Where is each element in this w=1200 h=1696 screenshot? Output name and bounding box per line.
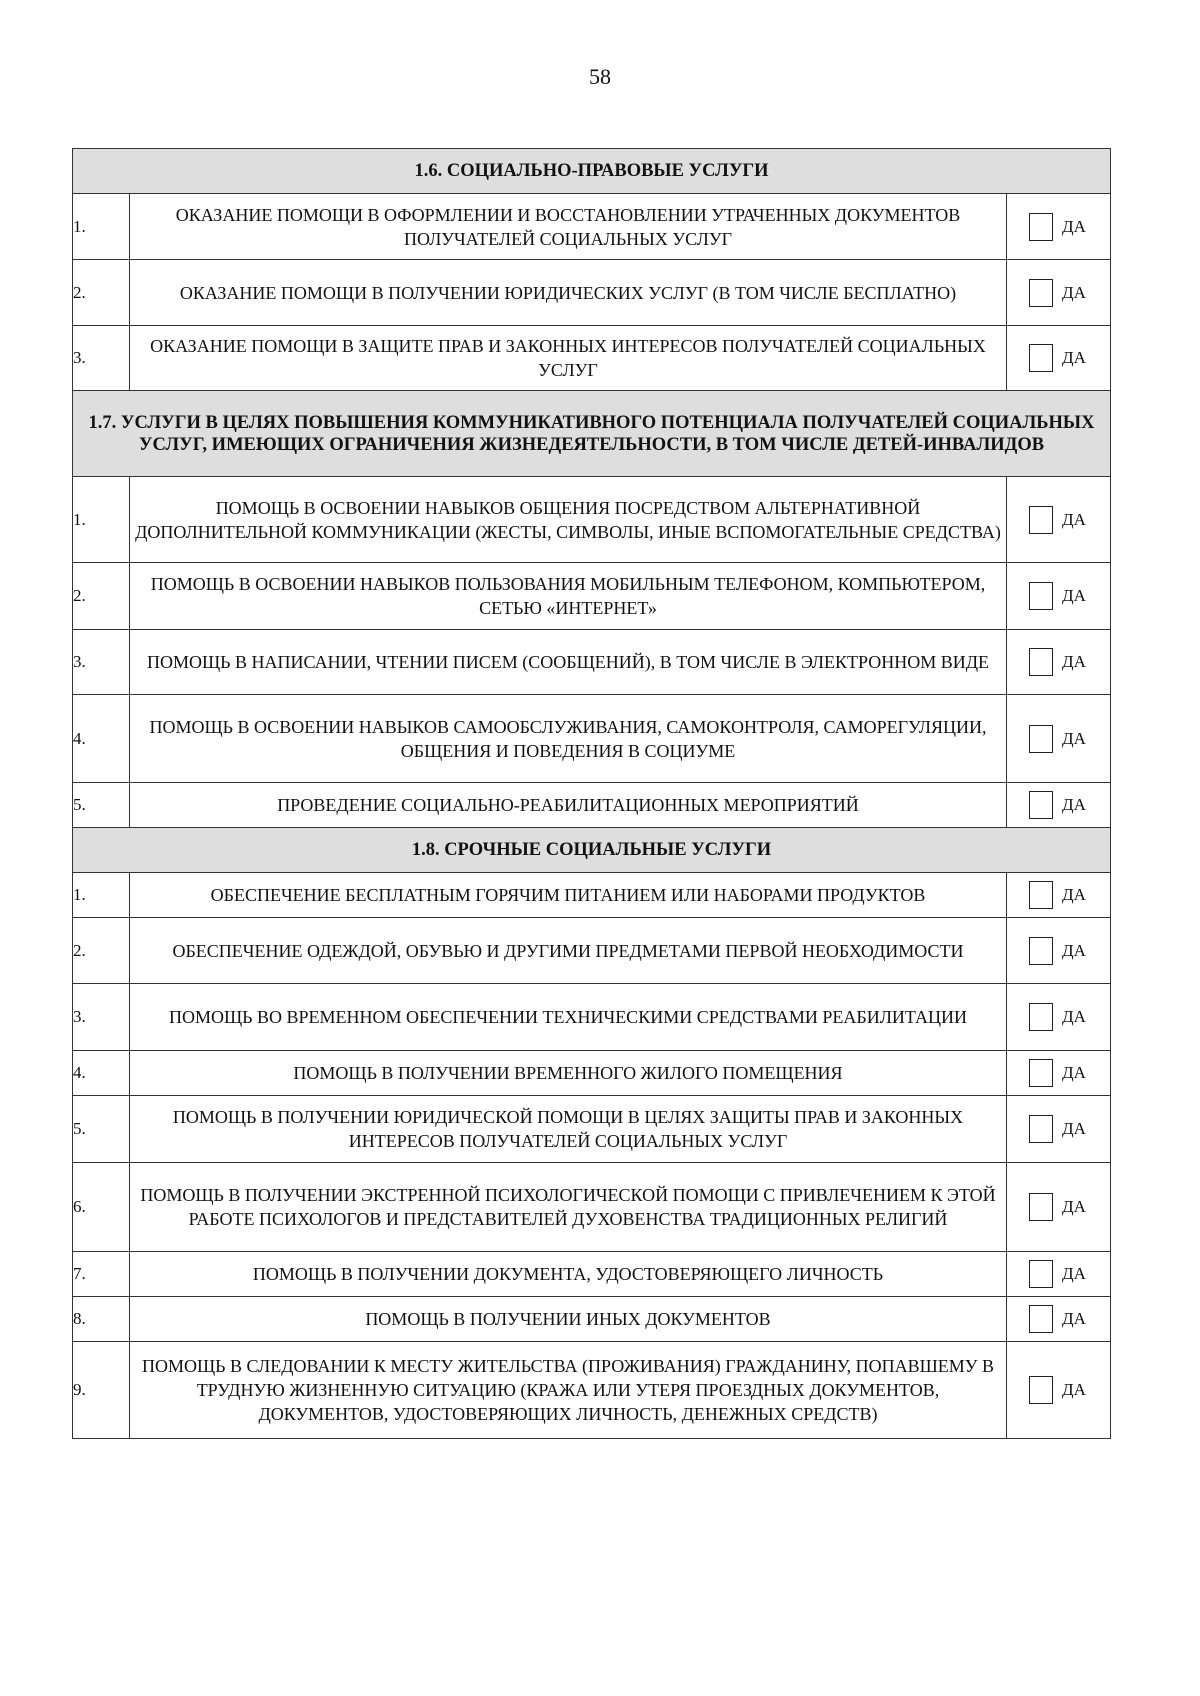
yes-label: ДА [1062,1197,1086,1216]
yes-checkbox[interactable] [1029,1260,1053,1288]
yes-label: ДА [1062,940,1086,960]
service-option-cell [1007,918,1111,984]
yes-checkbox[interactable] [1029,791,1053,819]
service-option-cell [1007,1096,1111,1163]
service-option-cell [1007,1342,1111,1439]
service-number: 1. [73,873,130,918]
yes-checkbox[interactable] [1029,1376,1053,1404]
service-row [73,1342,1111,1439]
yes-option [1007,1376,1110,1404]
page-number: 58 [589,64,611,89]
service-description: ОКАЗАНИЕ ПОМОЩИ В ЗАЩИТЕ ПРАВ И ЗАКОННЫХ ИНТЕРЕСОВ ПОЛУЧАТЕЛЕЙ СОЦИАЛЬНЫХ УСЛУГ [130,326,1007,391]
service-row [73,326,1111,391]
service-option-cell [1007,1163,1111,1252]
service-number: 5. [73,1096,130,1163]
service-row [73,563,1111,630]
service-number: 9. [73,1342,130,1439]
section-header-row [73,391,1111,477]
service-description: ОБЕСПЕЧЕНИЕ ОДЕЖДОЙ, ОБУВЬЮ И ДРУГИМИ ПРЕДМЕТАМИ ПЕРВОЙ НЕОБХОДИМОСТИ [130,918,1007,984]
service-number: 1. [73,194,130,260]
service-description: ПОМОЩЬ В ОСВОЕНИИ НАВЫКОВ САМООБСЛУЖИВАНИЯ, САМОКОНТРОЛЯ, САМОРЕГУЛЯЦИИ, ОБЩЕНИЯ И ПОВЕДЕНИЯ В СОЦИУМЕ [130,695,1007,783]
service-option-cell [1007,695,1111,783]
service-number: 7. [73,1252,130,1297]
service-option-cell [1007,984,1111,1051]
service-option-cell [1007,1051,1111,1096]
service-description: ПРОВЕДЕНИЕ СОЦИАЛЬНО-РЕАБИЛИТАЦИОННЫХ МЕРОПРИЯТИЙ [130,783,1007,828]
yes-label: ДА [1062,1007,1086,1026]
service-number: 5. [73,783,130,828]
yes-checkbox[interactable] [1029,648,1053,676]
service-row [73,630,1111,695]
service-description: ПОМОЩЬ В ПОЛУЧЕНИИ ЭКСТРЕННОЙ ПСИХОЛОГИЧЕСКОЙ ПОМОЩИ С ПРИВЛЕЧЕНИЕМ К ЭТОЙ РАБОТЕ ПСИХОЛОГОВ И ПРЕДСТАВИТЕЛЕЙ ДУХОВЕНСТВА ТРАДИЦИОННЫХ РЕЛИГИЙ [130,1163,1007,1252]
yes-label: ДА [1062,586,1086,605]
service-option-cell [1007,194,1111,260]
yes-option [1007,213,1110,241]
service-option-cell [1007,326,1111,391]
yes-option [1007,1260,1110,1288]
service-row [73,918,1111,984]
yes-label: ДА [1062,348,1086,367]
yes-label: ДА [1062,1264,1086,1283]
service-description: ПОМОЩЬ В НАПИСАНИИ, ЧТЕНИИ ПИСЕМ (СООБЩЕНИЙ), В ТОМ ЧИСЛЕ В ЭЛЕКТРОННОМ ВИДЕ [130,630,1007,695]
section-header-row [73,828,1111,873]
yes-label: ДА [1062,652,1086,671]
yes-option [1007,344,1110,372]
yes-label: ДА [1062,509,1086,529]
yes-checkbox[interactable] [1029,213,1053,241]
yes-label: ДА [1062,1063,1086,1082]
yes-option [1007,648,1110,676]
yes-option [1007,1115,1110,1143]
service-row [73,1051,1111,1096]
service-number: 2. [73,918,130,984]
service-number: 2. [73,260,130,326]
yes-option [1007,1305,1110,1333]
service-option-cell [1007,260,1111,326]
service-row [73,1163,1111,1252]
service-number: 3. [73,630,130,695]
yes-label: ДА [1062,728,1086,748]
yes-checkbox[interactable] [1029,506,1053,534]
service-description: ОКАЗАНИЕ ПОМОЩИ В ПОЛУЧЕНИИ ЮРИДИЧЕСКИХ УСЛУГ (В ТОМ ЧИСЛЕ БЕСПЛАТНО) [130,260,1007,326]
yes-label: ДА [1062,1380,1086,1399]
service-row [73,1297,1111,1342]
yes-checkbox[interactable] [1029,1305,1053,1333]
service-description: ПОМОЩЬ В ОСВОЕНИИ НАВЫКОВ ПОЛЬЗОВАНИЯ МОБИЛЬНЫМ ТЕЛЕФОНОМ, КОМПЬЮТЕРОМ, СЕТЬЮ «ИНТЕРНЕТ» [130,563,1007,630]
service-option-cell [1007,1252,1111,1297]
service-description: ПОМОЩЬ ВО ВРЕМЕННОМ ОБЕСПЕЧЕНИИ ТЕХНИЧЕСКИМИ СРЕДСТВАМИ РЕАБИЛИТАЦИИ [130,984,1007,1051]
yes-checkbox[interactable] [1029,881,1053,909]
section-title: 1.7. УСЛУГИ В ЦЕЛЯХ ПОВЫШЕНИЯ КОММУНИКАТИВНОГО ПОТЕНЦИАЛА ПОЛУЧАТЕЛЕЙ СОЦИАЛЬНЫХ УСЛУГ, ИМЕЮЩИХ ОГРАНИЧЕНИЯ ЖИЗНЕДЕЯТЕЛЬНОСТИ, В ТОМ ЧИСЛЕ ДЕТЕЙ-ИНВАЛИДОВ [73,391,1111,477]
service-number: 4. [73,695,130,783]
yes-option [1007,1059,1110,1087]
service-option-cell [1007,477,1111,563]
service-row [73,1096,1111,1163]
service-description: ПОМОЩЬ В ОСВОЕНИИ НАВЫКОВ ОБЩЕНИЯ ПОСРЕДСТВОМ АЛЬТЕРНАТИВНОЙ ДОПОЛНИТЕЛЬНОЙ КОММУНИКАЦИИ (ЖЕСТЫ, СИМВОЛЫ, ИНЫЕ ВСПОМОГАТЕЛЬНЫЕ СРЕДСТВА) [130,477,1007,563]
service-number: 3. [73,326,130,391]
yes-checkbox[interactable] [1029,937,1053,965]
service-number: 3. [73,984,130,1051]
service-option-cell [1007,1297,1111,1342]
yes-checkbox[interactable] [1029,1059,1053,1087]
service-row [73,1252,1111,1297]
service-description: ПОМОЩЬ В СЛЕДОВАНИИ К МЕСТУ ЖИТЕЛЬСТВА (ПРОЖИВАНИЯ) ГРАЖДАНИНУ, ПОПАВШЕМУ В ТРУДНУЮ ЖИЗНЕННУЮ СИТУАЦИЮ (КРАЖА ИЛИ УТЕРЯ ПРОЕЗДНЫХ ДОКУМЕНТОВ, ДОКУМЕНТОВ, УДОСТОВЕРЯЮЩИХ ЛИЧНОСТЬ, ДЕНЕЖНЫХ СРЕДСТВ) [130,1342,1007,1439]
service-description: ОБЕСПЕЧЕНИЕ БЕСПЛАТНЫМ ГОРЯЧИМ ПИТАНИЕМ ИЛИ НАБОРАМИ ПРОДУКТОВ [130,873,1007,918]
service-description: ПОМОЩЬ В ПОЛУЧЕНИИ ИНЫХ ДОКУМЕНТОВ [130,1297,1007,1342]
service-row [73,984,1111,1051]
section-header-row [73,149,1111,194]
yes-label: ДА [1062,795,1086,814]
yes-checkbox[interactable] [1029,1115,1053,1143]
yes-option [1007,1193,1110,1221]
service-row [73,260,1111,326]
service-number: 4. [73,1051,130,1096]
service-option-cell [1007,873,1111,918]
service-option-cell [1007,563,1111,630]
yes-option [1007,937,1110,965]
service-row [73,695,1111,783]
service-number: 6. [73,1163,130,1252]
section-title: 1.8. СРОЧНЫЕ СОЦИАЛЬНЫЕ УСЛУГИ [73,828,1111,873]
service-description: ОКАЗАНИЕ ПОМОЩИ В ОФОРМЛЕНИИ И ВОССТАНОВЛЕНИИ УТРАЧЕННЫХ ДОКУМЕНТОВ ПОЛУЧАТЕЛЕЙ СОЦИАЛЬНЫХ УСЛУГ [130,194,1007,260]
yes-option [1007,582,1110,610]
yes-checkbox[interactable] [1029,344,1053,372]
service-description: ПОМОЩЬ В ПОЛУЧЕНИИ ДОКУМЕНТА, УДОСТОВЕРЯЮЩЕГО ЛИЧНОСТЬ [130,1252,1007,1297]
yes-label: ДА [1062,282,1086,302]
yes-option [1007,881,1110,909]
service-option-cell [1007,783,1111,828]
service-number: 2. [73,563,130,630]
service-option-cell [1007,630,1111,695]
yes-option [1007,725,1110,753]
yes-checkbox[interactable] [1029,1193,1053,1221]
service-number: 8. [73,1297,130,1342]
service-row [73,194,1111,260]
yes-option [1007,279,1110,307]
yes-checkbox[interactable] [1029,582,1053,610]
yes-option [1007,506,1110,534]
yes-checkbox[interactable] [1029,725,1053,753]
yes-label: ДА [1062,1119,1086,1138]
section-title: 1.6. СОЦИАЛЬНО-ПРАВОВЫЕ УСЛУГИ [73,149,1111,194]
service-description: ПОМОЩЬ В ПОЛУЧЕНИИ ВРЕМЕННОГО ЖИЛОГО ПОМЕЩЕНИЯ [130,1051,1007,1096]
yes-option [1007,791,1110,819]
service-number: 1. [73,477,130,563]
yes-label: ДА [1062,885,1086,904]
yes-checkbox[interactable] [1029,1003,1053,1031]
yes-option [1007,1003,1110,1031]
yes-label: ДА [1062,216,1086,236]
yes-label: ДА [1062,1309,1086,1328]
service-row [73,873,1111,918]
service-row [73,783,1111,828]
yes-checkbox[interactable] [1029,279,1053,307]
service-row [73,477,1111,563]
service-description: ПОМОЩЬ В ПОЛУЧЕНИИ ЮРИДИЧЕСКОЙ ПОМОЩИ В ЦЕЛЯХ ЗАЩИТЫ ПРАВ И ЗАКОННЫХ ИНТЕРЕСОВ ПОЛУЧАТЕЛЕЙ СОЦИАЛЬНЫХ УСЛУГ [130,1096,1007,1163]
services-form-table [72,148,1111,1439]
